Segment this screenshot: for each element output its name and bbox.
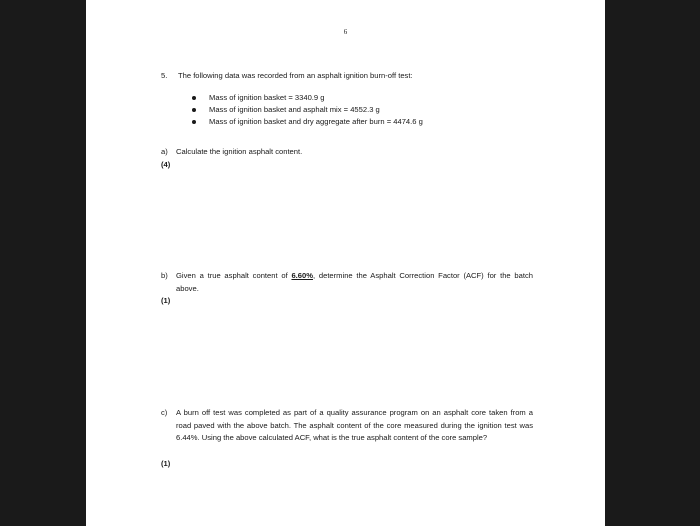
part-b-text-after: , determine the Asphalt Correction Factor (ACF) for the batch above. xyxy=(176,271,533,293)
part-a-label: a) xyxy=(161,147,168,156)
data-item-text: Mass of ignition basket = 3340.9 g xyxy=(209,93,325,102)
part-b-marks: (1) xyxy=(161,296,171,305)
question-heading xyxy=(161,70,413,83)
bullet-icon xyxy=(192,120,196,124)
bullet-icon xyxy=(192,108,196,112)
question-number: 5. xyxy=(161,71,168,80)
part-b-text xyxy=(176,270,533,295)
question-intro: The following data was recorded from an asphalt ignition burn-off test: xyxy=(178,71,413,80)
part-a xyxy=(161,146,533,159)
data-item-text: Mass of ignition basket and dry aggregate after burn = 4474.6 g xyxy=(209,117,423,126)
list-item xyxy=(192,116,423,128)
page-number: 6 xyxy=(343,28,348,36)
part-a-marks: (4) xyxy=(161,160,171,169)
part-c-text: A burn off test was completed as part of a quality assurance program on an asphalt core taken from a road paved with the above batch. The asphalt content of the core measured during the ignition test was 6.44%. Using the above calculated ACF, what is the true asphalt content of the core sample? xyxy=(176,408,533,442)
data-item-text: Mass of ignition basket and asphalt mix = 4552.3 g xyxy=(209,105,380,114)
data-list xyxy=(192,92,423,128)
part-c-label: c) xyxy=(161,408,168,417)
part-b xyxy=(161,270,533,295)
part-c-marks: (1) xyxy=(161,459,171,468)
part-b-text-before: Given a true asphalt content of xyxy=(176,271,292,280)
part-a-text: Calculate the ignition asphalt content. xyxy=(176,147,303,156)
bullet-icon xyxy=(192,96,196,100)
list-item xyxy=(192,104,423,116)
true-asphalt-content-value: 6.60% xyxy=(291,271,313,280)
document-page xyxy=(86,0,605,526)
part-b-label: b) xyxy=(161,271,168,280)
part-c xyxy=(161,407,533,445)
list-item xyxy=(192,92,423,104)
